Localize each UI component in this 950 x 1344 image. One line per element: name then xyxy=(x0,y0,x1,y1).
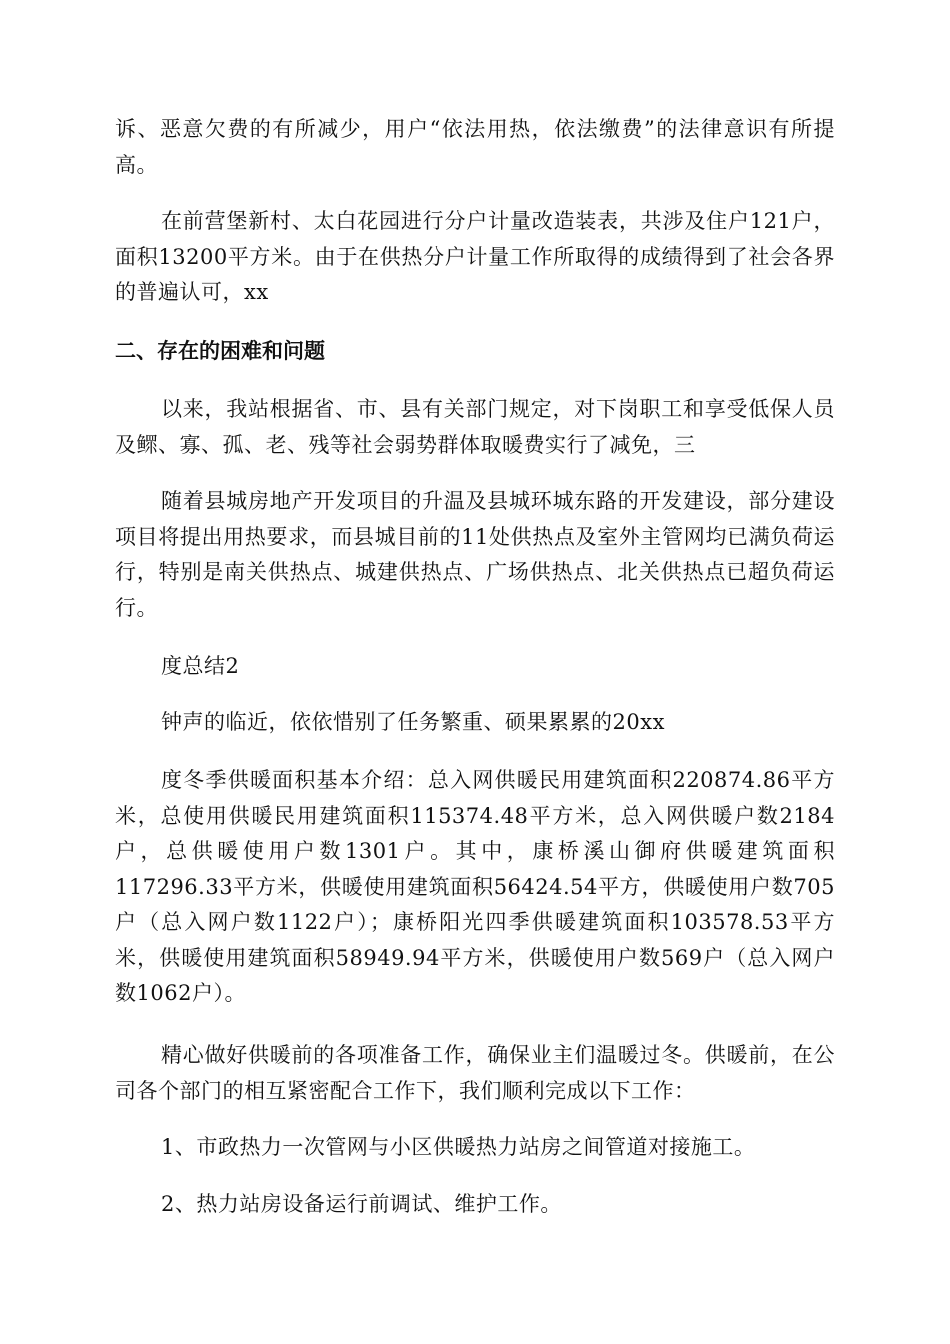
paragraph-heating-area: 度冬季供暖面积基本介绍：总入网供暖民用建筑面积220874.86平方米，总使用供暖民用建筑面积115374.48平方米，总入网供暖户数2184户，总供暖使用户数1301户。其中，康桥溪山御府供暖建筑面积117296.33平方米，供暖使用建筑面积56424.54平方，供暖使用户数705户（总入网户数1122户）；康桥阳光四季供暖建筑面积103578.53平方米，供暖使用建筑面积58949.94平方米，供暖使用户数569户（总入网户数1062户）。 xyxy=(115,768,836,1005)
paragraph-fee-reduction: 以来，我站根据省、市、县有关部门规定，对下岗职工和享受低保人员及鳏、寡、孤、老、残等社会弱势群体取暖费实行了减免，三 xyxy=(115,397,835,457)
list-item-2: 2、热力站房设备运行前调试、维护工作。 xyxy=(161,1192,562,1216)
paragraph-continuation: 诉、恶意欠费的有所减少，用户“依法用热，依法缴费”的法律意识有所提高。 xyxy=(115,117,835,177)
paragraph-summary-title: 度总结2 xyxy=(161,654,240,678)
paragraph-preparation: 精心做好供暖前的各项准备工作，确保业主们温暖过冬。供暖前，在公司各个部门的相互紧密配合工作下，我们顺利完成以下工作： xyxy=(115,1043,835,1103)
paragraph-metering-retrofit: 在前营堡新村、太白花园进行分户计量改造装表，共涉及住户121户，面积13200平方米。由于在供热分户计量工作所取得的成绩得到了社会各界的普遍认可，xx xyxy=(115,209,835,304)
paragraph-year-end: 钟声的临近，依依惜别了任务繁重、硕果累累的20xx xyxy=(161,710,665,734)
paragraph-capacity-issue: 随着县城房地产开发项目的升温及县城环城东路的开发建设，部分建设项目将提出用热要求，而县城目前的11处供热点及室外主管网均已满负荷运行，特别是南关供热点、城建供热点、广场供热点、北关供热点已超负荷运行。 xyxy=(115,489,835,620)
list-item-1: 1、市政热力一次管网与小区供暖热力站房之间管道对接施工。 xyxy=(161,1135,756,1159)
section-heading: 二、存在的困难和问题 xyxy=(115,339,325,363)
